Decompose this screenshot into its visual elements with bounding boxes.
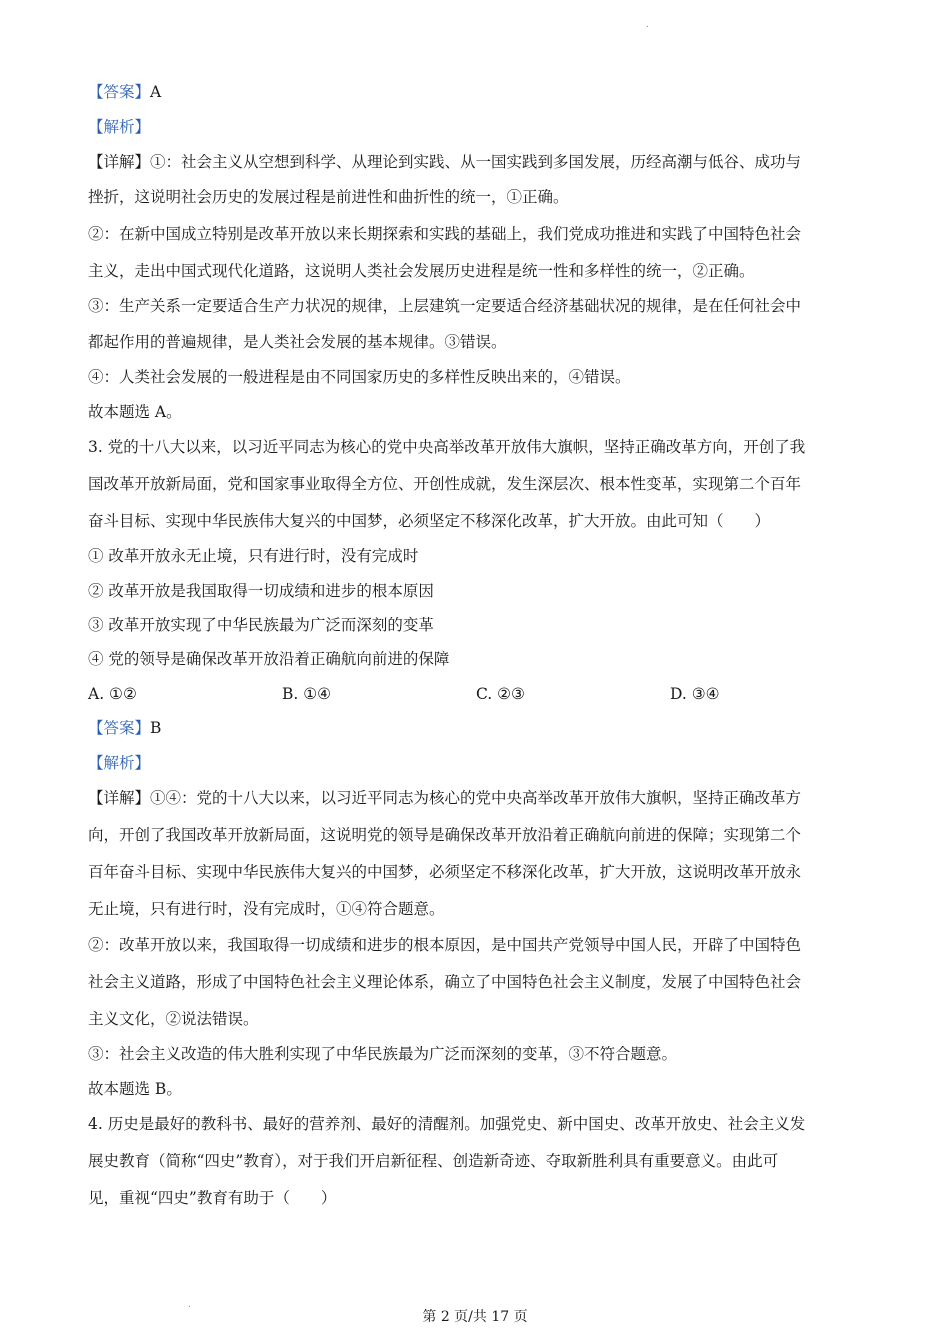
q2-conclusion: 故本题选 A。	[88, 403, 182, 421]
q3-detail-line-2: 百年奋斗目标、实现中华民族伟大复兴的中国梦，必须坚定不移深化改革，扩大开放，这说明改革开放永	[88, 863, 802, 881]
q3-stem-line-1: 国改革开放新局面，党和国家事业取得全方位、开创性成就，发生深层次、根本性变革，实现第二个百年	[88, 475, 802, 493]
q3-answer-tag: 【答案】	[88, 719, 151, 737]
q3-stem-line-0: 3. 党的十八大以来，以习近平同志为核心的党中央高举改革开放伟大旗帜，坚持正确改革方向，开创了我	[88, 438, 806, 456]
q2-detail-tag: 【详解】	[88, 153, 151, 171]
page-number-footer: 第 2 页/共 17 页	[422, 1309, 528, 1325]
q3-option-b: B. ①④	[282, 685, 332, 703]
q3-statement-1: ① 改革开放永无止境，只有进行时，没有完成时	[88, 547, 419, 565]
scan-mark-bottom: .	[188, 1300, 191, 1310]
q2-detail-text: ①：社会主义从空想到科学、从理论到实践、从一国实践到多国发展，历经高潮与低谷、成功与	[150, 153, 802, 171]
q2-detail-line-6: ④：人类社会发展的一般进程是由不同国家历史的多样性反映出来的，④错误。	[88, 368, 631, 386]
q2-answer-value: A	[150, 83, 162, 101]
q3-detail-tag: 【详解】	[88, 789, 151, 807]
q3-detail-line-1: 向，开创了我国改革开放新局面，这说明党的领导是确保改革开放沿着正确航向前进的保障；实现第二个	[88, 826, 802, 844]
q3-option-d: D. ③④	[670, 685, 720, 703]
q3-statement-4: ④ 党的领导是确保改革开放沿着正确航向前进的保障	[88, 650, 450, 668]
q3-detail-line-4: ②：改革开放以来，我国取得一切成绩和进步的根本原因，是中国共产党领导中国人民，开辟了中国特色	[88, 936, 802, 954]
q2-detail-line-5: 都起作用的普遍规律，是人类社会发展的基本规律。③错误。	[88, 333, 507, 351]
q3-analysis-tag: 【解析】	[88, 754, 151, 772]
q3-answer-value: B	[150, 719, 162, 737]
q2-detail-line-1: 挫折，这说明社会历史的发展过程是前进性和曲折性的统一，①正确。	[88, 188, 569, 206]
q3-detail-line-3: 无止境，只有进行时，没有完成时，①④符合题意。	[88, 900, 445, 918]
q3-detail-line-7: ③：社会主义改造的伟大胜利实现了中华民族最为广泛而深刻的变革，③不符合题意。	[88, 1045, 678, 1063]
q2-detail-line-2: ②：在新中国成立特别是改革开放以来长期探索和实践的基础上，我们党成功推进和实践了中国特色社会	[88, 225, 802, 243]
q2-analysis-tag: 【解析】	[88, 118, 151, 136]
q4-stem-line-2: 见，重视“四史”教育有助于（ ）	[88, 1189, 337, 1207]
q3-conclusion: 故本题选 B。	[88, 1080, 182, 1098]
q4-stem-line-0: 4. 历史是最好的教科书、最好的营养剂、最好的清醒剂。加强党史、新中国史、改革开放史、社会主义发	[88, 1115, 806, 1133]
scan-mark: .	[646, 20, 649, 30]
q3-statement-2: ② 改革开放是我国取得一切成绩和进步的根本原因	[88, 582, 434, 600]
q3-detail-line-5: 社会主义道路，形成了中国特色社会主义理论体系，确立了中国特色社会主义制度，发展了中国特色社会	[88, 973, 802, 991]
q2-answer-tag: 【答案】	[88, 83, 151, 101]
q3-answer	[88, 718, 863, 738]
q2-answer	[88, 82, 863, 102]
q3-option-c: C. ②③	[476, 685, 525, 703]
q2-detail-line-0	[88, 152, 863, 172]
q3-detail-line-0	[88, 788, 863, 808]
q2-detail-line-3: 主义，走出中国式现代化道路，这说明人类社会发展历史进程是统一性和多样性的统一，②正确。	[88, 262, 755, 280]
q2-detail-line-4: ③：生产关系一定要适合生产力状况的规律，上层建筑一定要适合经济基础状况的规律，是在任何社会中	[88, 297, 802, 315]
q3-option-a: A. ①②	[88, 685, 137, 703]
q4-stem-line-1: 展史教育（简称“四史”教育），对于我们开启新征程、创造新奇迹、夺取新胜利具有重要意义。由此可	[88, 1152, 779, 1170]
q3-statement-3: ③ 改革开放实现了中华民族最为广泛而深刻的变革	[88, 616, 434, 634]
q3-detail-line-6: 主义文化，②说法错误。	[88, 1010, 259, 1028]
q3-stem-line-2: 奋斗目标、实现中华民族伟大复兴的中国梦，必须坚定不移深化改革，扩大开放。由此可知（ ）	[88, 512, 771, 530]
q3-detail-text: ①④：党的十八大以来，以习近平同志为核心的党中央高举改革开放伟大旗帜，坚持正确改革方	[150, 789, 802, 807]
